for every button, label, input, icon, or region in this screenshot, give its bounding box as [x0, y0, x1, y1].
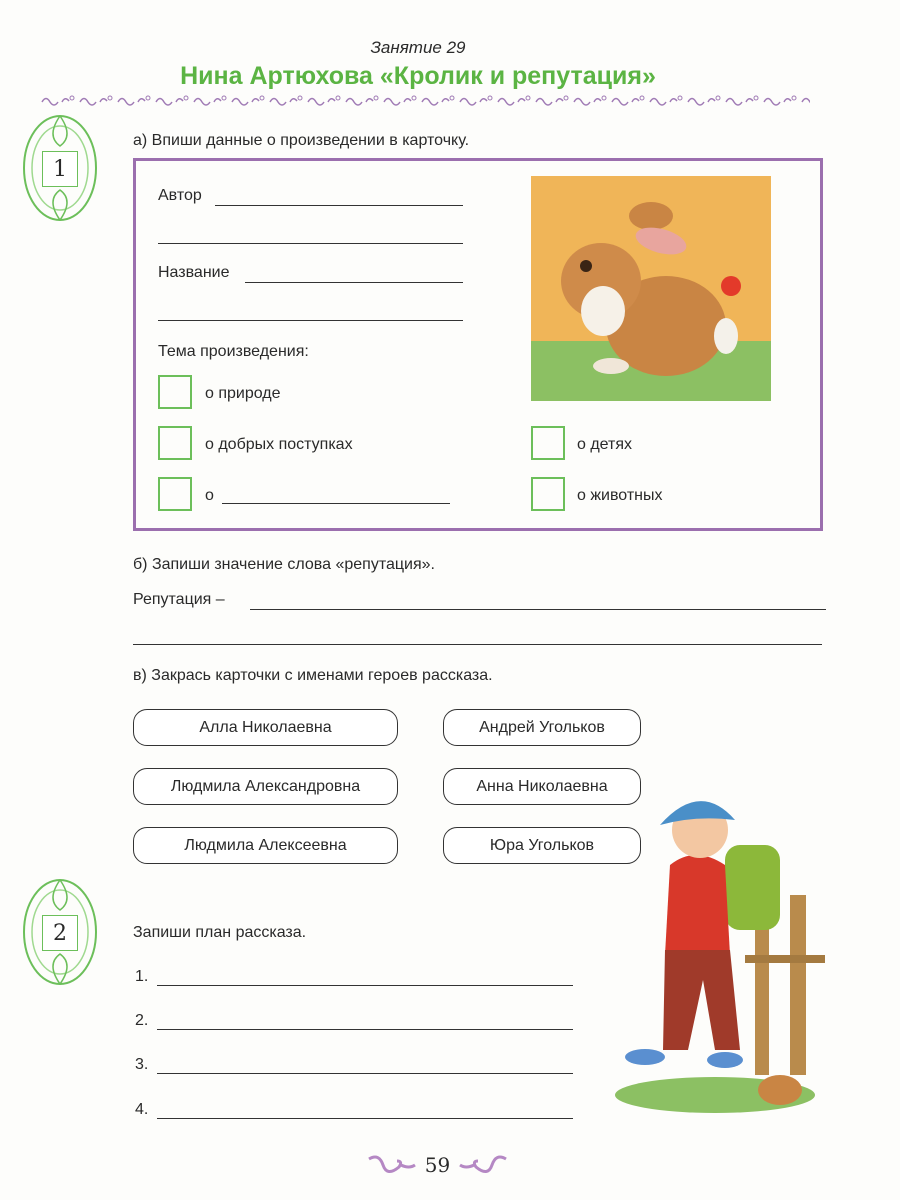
task-2-badge: [20, 876, 100, 988]
author-input-line[interactable]: [215, 205, 463, 206]
checkbox-children[interactable]: [531, 426, 565, 460]
plan-number: 1.: [135, 968, 149, 985]
plan-number: 3.: [135, 1056, 149, 1073]
author-input-line-2[interactable]: [158, 243, 463, 244]
title-label: Название: [158, 264, 230, 281]
task-number: 2: [42, 915, 78, 951]
rabbit-illustration: [531, 176, 771, 401]
name-card[interactable]: Людмила Александровна: [133, 768, 398, 805]
boy-illustration: [605, 785, 827, 1117]
name-card[interactable]: Алла Николаевна: [133, 709, 398, 746]
name-card[interactable]: Юра Угольков: [443, 827, 641, 864]
reputation-input-line-2[interactable]: [133, 644, 822, 645]
other-input-line[interactable]: [222, 503, 450, 504]
instruction-a: а) Впиши данные о произведении в карточку.: [133, 132, 470, 149]
plan-input-line[interactable]: [157, 985, 573, 986]
ornament-divider: [40, 93, 810, 107]
option-animals: о животных: [577, 487, 663, 504]
theme-label: Тема произведения:: [158, 343, 309, 360]
instruction-plan: Запиши план рассказа.: [133, 924, 307, 941]
page-footer: [355, 1148, 520, 1182]
plan-number: 2.: [135, 1012, 149, 1029]
page-number: 59: [424, 1153, 451, 1177]
title-input-line[interactable]: [245, 282, 463, 283]
checkbox-animals[interactable]: [531, 477, 565, 511]
reputation-label: Репутация –: [133, 591, 225, 608]
task-1-badge: [20, 112, 100, 224]
task-number: 1: [42, 151, 78, 187]
title-input-line-2[interactable]: [158, 320, 463, 321]
plan-input-line[interactable]: [157, 1118, 573, 1119]
option-children: о детях: [577, 436, 633, 453]
reputation-input-line[interactable]: [250, 609, 826, 610]
name-card[interactable]: Людмила Алексеевна: [133, 827, 398, 864]
checkbox-nature[interactable]: [158, 375, 192, 409]
instruction-c: в) Закрась карточки с именами героев рассказа.: [133, 667, 493, 684]
plan-input-line[interactable]: [157, 1029, 573, 1030]
checkbox-good-deeds[interactable]: [158, 426, 192, 460]
author-label: Автор: [158, 187, 202, 204]
swirl-right-icon: [458, 1153, 508, 1177]
page-title: Нина Артюхова «Кролик и репутация»: [180, 62, 656, 90]
lesson-label: Занятие 29: [370, 38, 466, 57]
instruction-b: б) Запиши значение слова «репутация».: [133, 556, 435, 573]
name-card[interactable]: Анна Николаевна: [443, 768, 641, 805]
swirl-left-icon: [367, 1153, 417, 1177]
name-card[interactable]: Андрей Угольков: [443, 709, 641, 746]
option-other: о: [205, 487, 214, 504]
option-nature: о природе: [205, 385, 281, 402]
checkbox-other[interactable]: [158, 477, 192, 511]
plan-input-line[interactable]: [157, 1073, 573, 1074]
plan-number: 4.: [135, 1101, 149, 1118]
option-good-deeds: о добрых поступках: [205, 436, 353, 453]
